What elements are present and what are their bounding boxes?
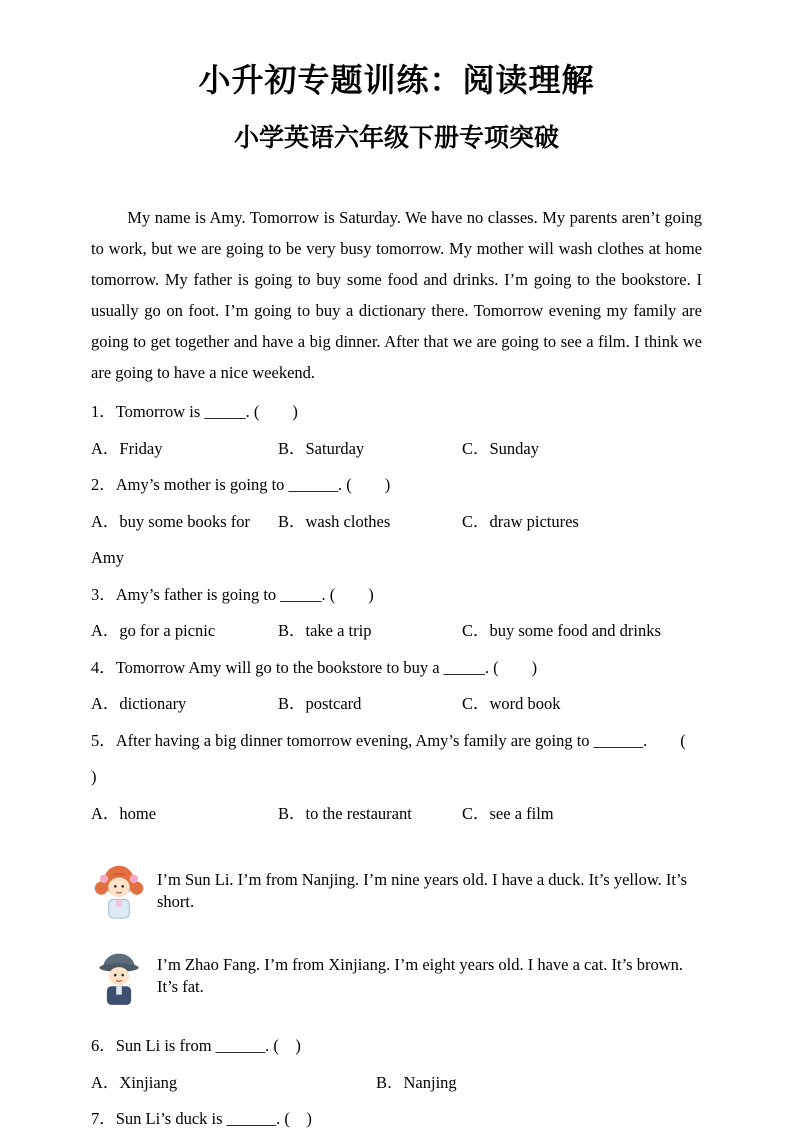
question-4	[91, 650, 702, 723]
question-4-options	[91, 686, 702, 723]
question-1-option-b: B．Saturday	[278, 438, 365, 458]
question-4-prompt: 4．Tomorrow Amy will go to the bookstore to buy a _____. ( )	[91, 657, 538, 677]
question-4-option-b: B．postcard	[278, 694, 362, 713]
question-2-options	[91, 504, 702, 577]
question-5-option-c: C．see a film	[462, 803, 554, 823]
question-2-option-b: B．wash clothes	[278, 511, 391, 531]
question-6-prompt: 6．Sun Li is from ______. ( )	[91, 1036, 301, 1055]
question-6-option-a: A．Xinjiang	[91, 1072, 178, 1092]
question-6-option-b: B．Nanjing	[376, 1072, 457, 1092]
question-5-option-a: A．home	[91, 803, 157, 823]
question-5-options	[91, 796, 702, 833]
question-3	[91, 577, 702, 650]
girl-avatar-icon	[91, 860, 147, 922]
page-title: 小升初专题训练：阅读理解	[198, 61, 595, 99]
question-7-prompt: 7．Sun Li’s duck is ______. ( )	[91, 1109, 312, 1128]
question-7	[91, 1101, 702, 1138]
speaker-sun-li	[91, 858, 702, 923]
speaker-passages	[91, 858, 702, 1008]
reading-passage: My name is Amy. Tomorrow is Saturday. We have no classes. My parents aren’t going to work, but we are going to be very busy tomorrow. My mother will wash clothes at home tomorrow. My father is going to buy some food and drinks. I’m going to the bookstore. I usually go on foot. I’m going to buy a dictionary there. Tomorrow evening my family are going to get together and have a big dinner. After that we are going to see a film. I think we are going to have a nice weekend.	[91, 208, 702, 382]
question-1-option-c: C．Sunday	[462, 438, 540, 458]
question-2	[91, 467, 702, 577]
boy-avatar-icon	[91, 945, 147, 1007]
question-2-option-a: A．buy some books for Amy	[91, 511, 254, 567]
page-subtitle: 小学英语六年级下册专项突破	[233, 125, 559, 152]
question-3-options	[91, 613, 702, 650]
question-6-options	[91, 1065, 702, 1102]
question-list-2	[91, 1028, 702, 1138]
question-3-option-b: B．take a trip	[278, 621, 372, 640]
question-1	[91, 394, 702, 467]
question-1-option-a: A．Friday	[91, 438, 163, 458]
question-3-option-a: A．go for a picnic	[91, 621, 216, 640]
question-list	[91, 394, 719, 832]
question-2-prompt: 2．Amy’s mother is going to ______. ( )	[91, 475, 391, 494]
question-3-prompt: 3．Amy’s father is going to _____. ( )	[91, 584, 374, 604]
question-4-option-a: A．dictionary	[91, 694, 187, 713]
question-1-prompt: 1．Tomorrow is _____. ( )	[91, 402, 298, 421]
speaker-zhao-fang	[91, 943, 702, 1008]
question-4-option-c: C．word book	[462, 694, 561, 713]
question-2-option-c: C．draw pictures	[462, 511, 579, 531]
question-1-options	[91, 431, 702, 468]
speaker-sun-li-text: I’m Sun Li. I’m from Nanjing. I’m nine years old. I have a duck. It’s yellow. It’s short.	[157, 869, 688, 911]
question-5	[91, 723, 719, 833]
question-5-option-b: B．to the restaurant	[278, 803, 412, 823]
question-3-option-c: C．buy some food and drinks	[462, 621, 661, 640]
question-6	[91, 1028, 702, 1101]
question-5-prompt: 5．After having a big dinner tomorrow evening, Amy’s family are going to ______. ( )	[91, 730, 719, 786]
speaker-zhao-fang-text: I’m Zhao Fang. I’m from Xinjiang. I’m eight years old. I have a cat. It’s brown. It’s fat.	[157, 954, 684, 996]
